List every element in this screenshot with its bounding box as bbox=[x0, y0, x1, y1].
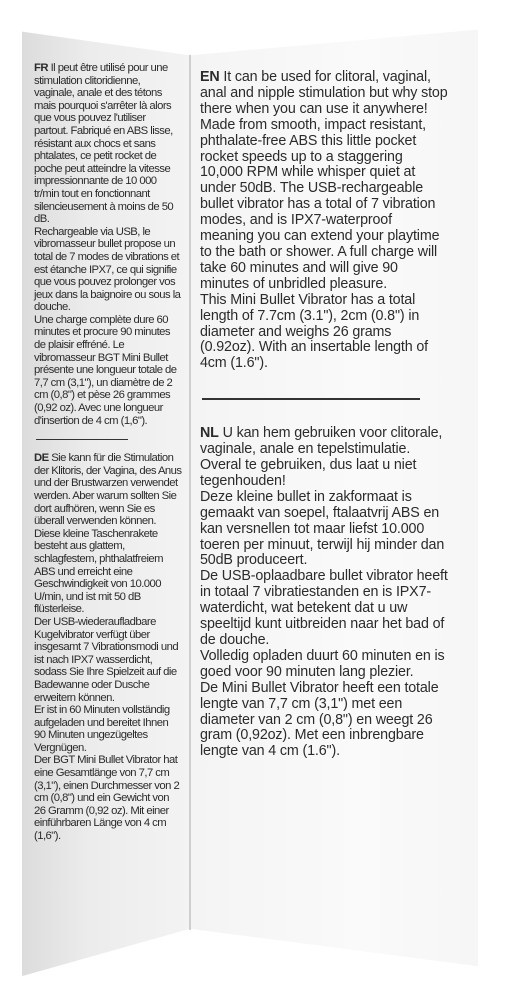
de-text-5: Der BGT Mini Bullet Vibrator hat eine Gesamtlänge von 7,7 cm (3,1"), einen Durchmesser von 2 cm (0,8") und ein Gewicht von 26 Gramm (0,92 oz). Mit einer einführbaren Länge von 4 cm (1,6"). bbox=[34, 754, 180, 843]
de-paragraph bbox=[34, 452, 182, 528]
nl-text-3: De USB-oplaadbare bullet vibrator heeft in totaal 7 vibratiestanden en is IPX7-waterdicht, wat betekent dat u uw speeltijd kunt uitbreiden naar het bad of de douche. bbox=[200, 568, 448, 648]
fr-text: Il peut être utilisé pour une stimulation clitoridienne, vaginale, anale et des tétons mais pourquoi s'arrêter là alors que vous pouvez l'utiliser partout. Fabriqué en ABS lisse, résistant aux chocs et sans phtalates, ce petit rocket de poche peut atteindre la vitesse impressionnante de 10 000 tr/min tout en fonctionnant silencieusement à moins de 50 dB. bbox=[34, 62, 174, 226]
de-text-4: Er ist in 60 Minuten vollständig aufgeladen und bereitet Ihnen 90 Minuten ungezügeltes Vergnügen. bbox=[34, 704, 170, 754]
fr-paragraph bbox=[34, 62, 182, 226]
en-text: It can be used for clitoral, vaginal, anal and nipple stimulation but why stop there when you can use it anywhere! bbox=[200, 69, 448, 117]
nl-text-2: Deze kleine bullet in zakformaat is gemaakt van soepel, ftalaatvrij ABS en kan versnellen tot maar liefst 10.000 toeren per minuut, terwijl hij minder dan 50dB produceert. bbox=[200, 488, 445, 569]
box-edge bbox=[189, 55, 191, 930]
de-text: Sie kann für die Stimulation der Klitoris, der Vagina, des Anus und der Brustwarzen verwendet werden. Aber warum sollten Sie dort aufhören, wenn Sie es überall verwenden können. bbox=[34, 452, 182, 528]
left-panel-text bbox=[34, 62, 182, 843]
de-label: DE bbox=[34, 452, 49, 465]
nl-text-4: Volledig opladen duurt 60 minuten en is goed voor 90 minuten lang plezier. bbox=[200, 647, 445, 680]
en-paragraph bbox=[200, 70, 448, 118]
fr-label: FR bbox=[34, 62, 48, 74]
fr-text-3: Une charge complète dure 60 minutes et procure 90 minutes de plaisir effréné. Le vibromasseur BGT Mini Bullet présente une longueur totale de 7,7 cm (3,1"), un diamètre de 2 cm (0,8") et pèse 26 grammes (0,92 oz). Avec une longueur d'insertion de 4 cm (1,6"). bbox=[34, 313, 177, 427]
de-text-2: Diese kleine Taschenrakete besteht aus glattem, schlagfestem, phthalatfreiem ABS und erreicht eine Geschwindigkeit von 10.000 U/min, und ist mit 50 dB flüsterleise. bbox=[34, 527, 164, 616]
nl-text-5: De Mini Bullet Vibrator heeft een totale lengte van 7,7 cm (3,1") met een diameter van 2 cm (0,8") en weegt 26 gram (0,92oz). Met een inbrengbare lengte van 4 cm (1.6"). bbox=[200, 679, 439, 760]
nl-text: U kan hem gebruiken voor clitorale, vaginale, anale en tepelstimulatie. Overal te gebruiken, dus laat u niet tegenhouden! bbox=[200, 425, 443, 489]
en-text-3: This Mini Bullet Vibrator has a total length of 7.7cm (3.1"), 2cm (0.8") in diameter and weighs 26 grams (0.92oz). With an insertable length of 4cm (1.6"). bbox=[200, 291, 428, 372]
en-text-2: Made from smooth, impact resistant, phthalate-free ABS this little pocket rocket speeds up to a staggering 10,000 RPM while whisper quiet at under 50dB. The USB-rechargeable bullet vibrator has a total of 7 vibration modes, and is IPX7-waterproof meaning you can extend your playtime to the bath or shower. A full charge will take 60 minutes and will give 90 minutes of unbridled pleasure. bbox=[200, 116, 440, 292]
en-label: EN bbox=[200, 69, 220, 85]
nl-paragraph bbox=[200, 426, 448, 490]
section-divider bbox=[202, 398, 420, 400]
fr-text-2: Rechargeable via USB, le vibromasseur bullet propose un total de 7 modes de vibrations et est étanche IPX7, ce qui signifie que vous pouvez prolonger vos jeux dans la baignoire ou sous la douche. bbox=[34, 225, 181, 314]
right-panel-text bbox=[200, 70, 448, 760]
de-text-3: Der USB-wiederaufladbare Kugelvibrator verfügt über insgesamt 7 Vibrationsmodi und ist nach IPX7 wasserdicht, sodass Sie Ihre Spielzeit auf die Badewanne oder Dusche erweitern können. bbox=[34, 615, 179, 704]
section-divider bbox=[36, 439, 128, 440]
nl-label: NL bbox=[200, 425, 219, 442]
